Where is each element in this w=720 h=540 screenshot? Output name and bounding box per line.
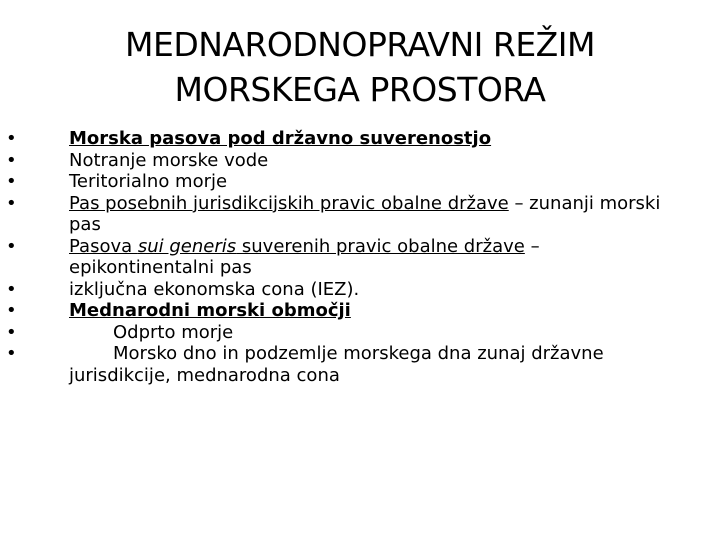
bullet-dot: • xyxy=(6,321,17,343)
bullet-text-3: Teritorialno morje xyxy=(69,171,228,192)
bullet-dot: • xyxy=(6,235,17,257)
bullet-dot: • xyxy=(6,278,17,300)
bullet-dot: • xyxy=(6,192,17,214)
bullet-item-1 xyxy=(6,128,686,150)
bullet-item-7 xyxy=(6,300,686,322)
bullet-text-8: Odprto morje xyxy=(113,321,234,343)
bullet-item-2 xyxy=(6,150,686,172)
bullet-item-8 xyxy=(6,322,686,344)
bullet-item-6 xyxy=(6,279,686,301)
bullet-text-5-underlined: suverenih pravic obalne države xyxy=(236,235,525,257)
bullet-item-4 xyxy=(6,193,686,236)
bullet-text-2: Notranje morske vode xyxy=(69,149,269,171)
bullet-text-4-rest: – zunanji morski pas xyxy=(69,192,661,235)
bullet-dot: • xyxy=(6,300,17,321)
bullet-dot: • xyxy=(6,149,17,171)
slide-title xyxy=(0,22,720,112)
bullet-text-7: Mednarodni morski območji xyxy=(69,300,351,321)
bullet-text-5-italic: sui generis xyxy=(137,235,237,257)
bullet-text-5-rest: – epikontinentalni pas xyxy=(69,235,540,278)
bullet-text-9-second: jurisdikcije, mednarodna cona xyxy=(69,364,340,386)
bullet-dot: • xyxy=(6,171,17,192)
bullet-text-9-first: Morsko dno in podzemlje morskega dna zunaj državne xyxy=(113,343,604,364)
title-line-2: MORSKEGA PROSTORA xyxy=(174,70,546,109)
bullet-text-5-prefix: Pasova xyxy=(69,235,138,257)
bullet-dot: • xyxy=(6,128,17,149)
bullet-dot: • xyxy=(6,343,17,364)
bullet-text-6: izključna ekonomska cona (IEZ). xyxy=(69,278,360,300)
bullet-text-4-underlined: Pas posebnih jurisdikcijskih pravic obalne države xyxy=(69,192,509,214)
bullet-list xyxy=(6,128,686,386)
bullet-item-5 xyxy=(6,236,686,279)
bullet-text-1: Morska pasova pod državno suverenostjo xyxy=(69,128,492,149)
bullet-item-3 xyxy=(6,171,686,193)
bullet-item-9 xyxy=(6,343,686,386)
title-line-1: MEDNARODNOPRAVNI REŽIM xyxy=(125,25,595,64)
